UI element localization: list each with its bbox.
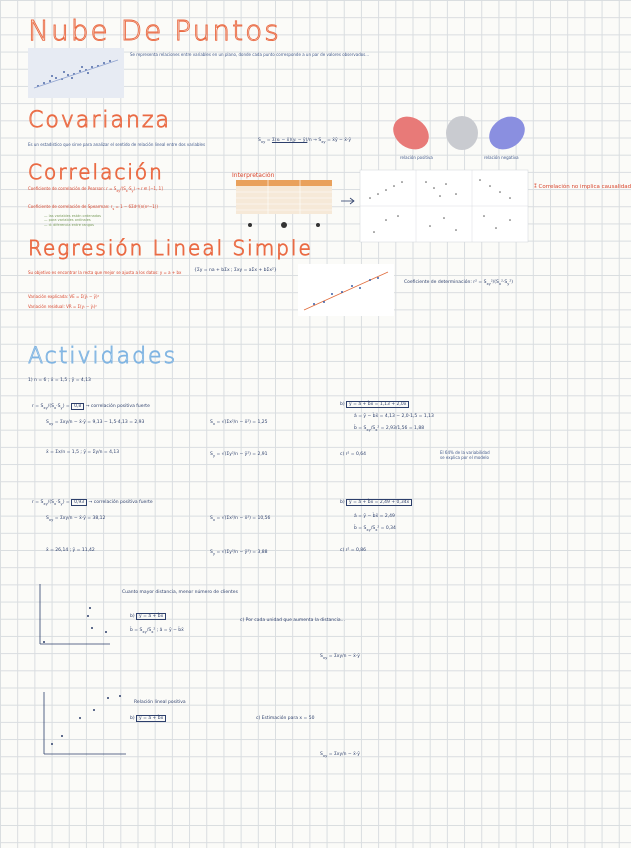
exercise1-note: El 64% de la variabilidad se explica por el modelo — [440, 450, 490, 460]
exercise4-note: Relación lineal positiva — [134, 700, 186, 705]
exercise3-regression: b) ŷ = â + b̂x — [130, 614, 166, 619]
scatter-cloud-illustration — [28, 48, 124, 98]
correlation-causality-note: ⁑ Correlación no implica causalidad — [534, 184, 631, 190]
pearson-coefficient: Coeficiente de correlación de Pearson: $r = S_{xy}/(S_x\cdot S_y) \to r$ ∈ [−1, 1] — [28, 186, 163, 193]
exercise1-sy: $S_y = √(\Sigma y^2/n$ − ȳ²) = 2,91 — [210, 452, 268, 458]
section-title-actividades: Actividades — [28, 344, 178, 369]
covarianza-formula: $S_{xy}$ = Σ(xᵢ − x̄)(yᵢ − ȳ)/n → $S_{xy}$ = x̄ȳ − x̄·ȳ — [258, 138, 352, 144]
exercise1-r: $r = S_{xy}/(S_x\cdot S_y) = 0,8$ → correlación positiva fuerte — [32, 404, 150, 410]
positive-relation-ellipse — [387, 110, 435, 156]
exercise1-c: c) r² = 0,64 — [340, 452, 366, 457]
positive-relation-label: relación positiva — [400, 155, 433, 160]
correlation-symbols — [236, 218, 332, 232]
section-title-covarianza: Covarianza — [28, 108, 171, 133]
spearman-notes: — las variables están ordenadas — para variables ordinales — d: diferencia entre rangos — [44, 214, 101, 227]
exercise2-r: $r = S_{xy}/(S_x\cdot S_y) = 0,93$ → correlación positiva fuerte — [32, 500, 153, 506]
explained-variation: Variación explicada: VE = Σ(ŷᵢ − ȳ)² — [28, 294, 100, 299]
spearman-coefficient: Coeficiente de correlación de Spearman: $r_s = 1 - 6\Sigma d^2/(n(n^2-1))$ — [28, 204, 158, 211]
interpretation-table — [236, 180, 332, 214]
exercise2-sy: $S_y = √(\Sigma y^2/n$ − ȳ²) = 3,88 — [210, 550, 268, 556]
exercise3-b: b̂ = $S_{xy}/S_x^2$ ; â = ȳ − b̂x̄ — [130, 628, 184, 634]
unexplained-variation: Variación residual: VR = Σ(yᵢ − ŷᵢ)² — [28, 304, 97, 309]
negative-relation-label: relación negativa — [484, 155, 519, 160]
exercise2-b: b̂ = $S_{xy}/S_x^2 = 0,34$ — [354, 526, 396, 532]
exercise2-sx: $S_x = √(\Sigma x^2/n$ − x̄²) = 10,56 — [210, 516, 271, 522]
correlation-note-text: Correlación no implica causalidad — [538, 184, 631, 190]
negative-relation-ellipse — [483, 110, 531, 156]
exercise3-scatter-plot — [32, 580, 112, 652]
exercise4-regression: b) ŷ = â + b̂x — [130, 716, 166, 721]
regression-system: {Σy = na + bΣx ; Σxy = aΣx + bΣx²} — [194, 268, 277, 273]
arrow-icon — [340, 196, 356, 206]
exercise4-c: c) Estimación para x = 50 — [256, 716, 315, 721]
exercise4-sxy: $S_{xy} = \Sigma xy/n$ − x̄·ȳ — [320, 752, 360, 758]
exercise2-sxy: $S_{xy} = \Sigma xy/n$ − x̄·ȳ = 38,12 — [46, 516, 106, 522]
section-title-nube: Nube De Puntos — [28, 14, 281, 47]
nube-description: Se representa relaciones entre variables en un plano, donde cada punto corresponde a un par de valores observados... — [130, 52, 370, 57]
exercise1-sx: $S_x = √(\Sigma x^2/n$ − x̄²) = 1,25 — [210, 420, 268, 426]
section-title-regresion: Regresión Lineal Simple — [28, 236, 313, 260]
exercise1-regression: b) ŷ = â + b̂x = 1,13 + 2,0x — [340, 402, 409, 407]
exercise3-interpretation: c) Por cada unidad que aumenta la distancia... — [240, 618, 345, 623]
exercise4-scatter-plot — [32, 688, 128, 762]
exercise2-c: c) r² = 0,86 — [340, 548, 366, 553]
exercise2-regression: b) ŷ = â + b̂x = 2,49 + 0,34x — [340, 500, 412, 505]
table-title: Interpretación — [232, 172, 275, 179]
exercise1-a: â = ȳ − b̂x̄ = 4,13 − 2,0·1,5 = 1,13 — [354, 414, 434, 419]
exercise1-b: b̂ = $S_{xy}/S_x^2 = 2,93/1,56 = 1,88$ — [354, 426, 425, 432]
exercise2-mean: x̄ = 26,14 ; ȳ = 11,42 — [46, 548, 95, 553]
exercise1-sxy: $S_{xy} = \Sigma xy/n$ − x̄·ȳ = 9,13 − 1,5·4,13 = 2,93 — [46, 420, 145, 426]
exercise2-a: â = ȳ − b̂x̄ = 2,49 — [354, 514, 395, 519]
exercise3-note: Cuanto mayor distancia, menor número de clientes — [122, 590, 238, 595]
activity-heading: 1) n = 6 ; x̄ = 1,5 ; ȳ = 4,13 — [28, 378, 91, 383]
coefficient-determination: Coeficiente de determinación: $r^2 = S_{xy}^2/(S_x^2\cdot S_y^2)$ — [404, 280, 513, 286]
regression-line-plot — [298, 264, 394, 316]
regresion-objective: Su objetivo es encontrar la recta que mejor se ajusta a los datos: y = a + bx — [28, 270, 182, 275]
covarianza-description: Es un estadístico que sirve para analizar el sentido de relación lineal entre dos variables — [28, 142, 206, 147]
exercise3-sxy: $S_{xy} = \Sigma xy/n$ − x̄·ȳ — [320, 654, 360, 660]
no-relation-ellipse — [446, 116, 478, 150]
exercise1-mean: x̄ = Σx/n = 1,5 ; ȳ = Σy/n = 4,13 — [46, 450, 120, 455]
section-title-correlacion: Correlación — [28, 160, 164, 184]
correlation-examples-grid — [360, 170, 528, 242]
